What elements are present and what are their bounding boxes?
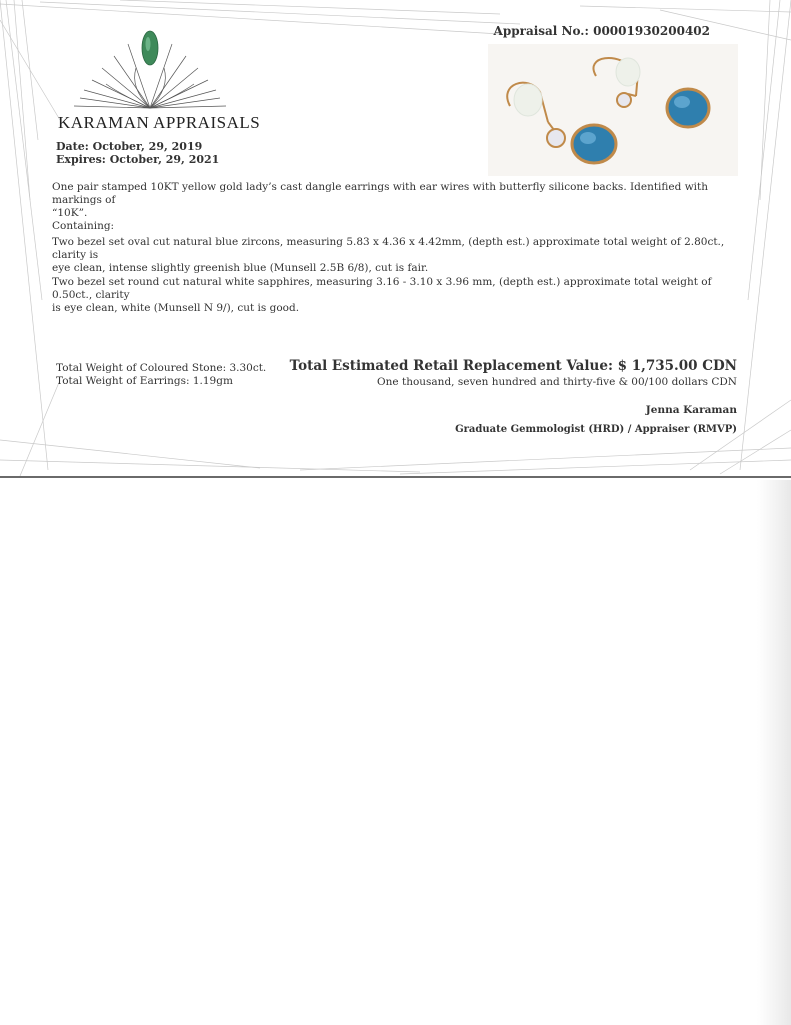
earrings-photo [488, 44, 738, 176]
appraiser-name: Jenna Karaman [645, 404, 737, 416]
appraisal-date: Date: October, 29, 2019 [56, 140, 203, 153]
intro-line-1: One pair stamped 10KT yellow gold lady’s cast dangle earrings with ear wires with butterfly silicone backs. Identified with markings of [52, 181, 709, 206]
gem-leaf-icon [70, 28, 230, 112]
zircons-line-2: eye clean, intense slightly greenish blue (Munsell 2.5B 6/8), cut is fair. [52, 262, 429, 274]
valuation-block [290, 357, 737, 437]
value-in-words: One thousand, seven hundred and thirty-five & 00/100 dollars CDN [377, 376, 737, 388]
intro-line-2: “10K”. [52, 207, 88, 219]
appraisal-number: Appraisal No.: 00001930200402 [493, 24, 710, 38]
dates-block [56, 140, 219, 166]
sapphires-description [52, 276, 742, 315]
sapphires-line-2: is eye clean, white (Munsell N 9/), cut is good. [52, 302, 300, 314]
sapphires-line-1: Two bezel set round cut natural white sapphires, measuring 3.16 - 3.10 x 3.96 mm, (depth est.) approximate total weight of 0.50ct., clarity [52, 276, 712, 301]
appraiser-title: Graduate Gemmologist (HRD) / Appraiser (RMVP) [455, 424, 737, 435]
replacement-value: Total Estimated Retail Replacement Value: $ 1,735.00 CDN [289, 358, 737, 374]
earrings-weight: Total Weight of Earrings: 1.19gm [56, 375, 233, 387]
zircons-description [52, 236, 742, 275]
coloured-stone-weight: Total Weight of Coloured Stone: 3.30ct. [56, 362, 267, 374]
zircons-line-1: Two bezel set oval cut natural blue zircons, measuring 5.83 x 4.36 x 4.42mm, (depth est.) approximate total weight of 2.80ct., clarity is [52, 236, 725, 261]
total-weights [56, 362, 266, 388]
containing-label: Containing: [52, 220, 115, 232]
card-bottom-edge [0, 476, 791, 478]
company-name: KARAMAN APPRAISALS [58, 113, 261, 132]
description-intro [52, 181, 742, 233]
appraisal-certificate [0, 0, 791, 480]
expiry-date: Expires: October, 29, 2021 [56, 153, 220, 166]
